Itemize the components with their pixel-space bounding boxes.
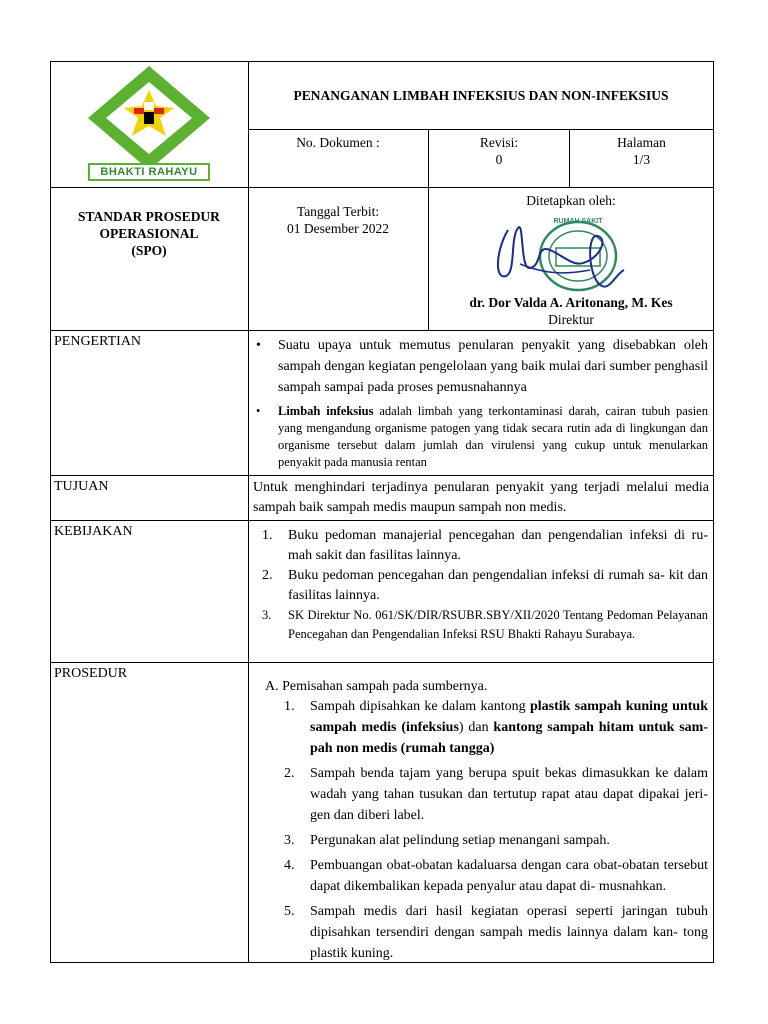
prosedur-list: [280, 696, 708, 964]
section-label-pengertian: PENGERTIAN: [54, 334, 142, 349]
revisi-value: 0: [495, 152, 503, 167]
spo-line-1: STANDAR PROSEDUR: [78, 209, 220, 224]
signer-name: dr. Dor Valda A. Aritonang, M. Kes: [469, 295, 673, 310]
signature-stamp: [490, 210, 642, 296]
pengertian-bullet-2: • Limbah infeksius adalah limbah yang terkontaminasi darah, cairan tubuh pasien yang mengandung organisme patogen yang tidak secara rutin ada di lingkungan dan organisme tersebut dalam jumlah dan virulensi yang cukup untuk menularkan penyakit pada manusia rentan: [252, 403, 708, 471]
tanggal-label: Tanggal Terbit:: [296, 204, 380, 219]
logo-text: BHAKTI RAHAYU: [100, 166, 198, 178]
tanggal-terbit: [250, 203, 426, 237]
stamp-text: RUMAH SAKIT: [553, 218, 603, 225]
halaman-label: Halaman: [617, 135, 666, 150]
section-label-prosedur: PROSEDUR: [54, 666, 128, 681]
prosedur-item: 2. Sampah benda tajam yang berupa spuit bekas dimasukkan ke dalam wadah yang tahan tusukan dan tertutup rapat atau dapat dipakai jeri- gen dan diberi label.: [284, 766, 708, 823]
hospital-logo: [86, 64, 212, 182]
kebijakan-item: 1. Buku pedoman manajerial pencegahan dan pengendalian infeksi di ru- mah sakit dan fasilitas lainnya.: [262, 528, 708, 563]
tujuan-text: Untuk menghindari terjadinya penularan penyakit yang terjadi melalui media sampah baik sampah medis maupun sampah non medis.: [253, 480, 709, 515]
kebijakan-item: 3. SK Direktur No. 061/SK/DIR/RSUBR.SBY/XII/2020 Tentang Pedoman Pelayanan Pencegahan dan Pengendalian Infeksi RSU Bhakti Rahayu Surabaya.: [262, 608, 708, 641]
prosedur-item: 3. Pergunakan alat pelindung setiap menangani sampah.: [284, 833, 610, 848]
spo-line-2: OPERASIONAL: [99, 226, 199, 241]
pengertian-bullet-1: • Suatu upaya untuk memutus penularan penyakit yang disebabkan oleh sampah dengan kegiatan pengelolaan yang baik mulai dari sumber penghasil sampah sampai pada proses pemusnahannya: [252, 335, 708, 398]
section-label-kebijakan: KEBIJAKAN: [54, 524, 133, 539]
halaman-value: 1/3: [632, 152, 651, 167]
document-title: PENANGANAN LIMBAH INFEKSIUS DAN NON-INFEKSIUS: [293, 88, 669, 103]
prosedur-item: 1. Sampah dipisahkan ke dalam kantong plastik sampah kuning untuk sampah medis (infeksius) dan kantong sampah hitam untuk sam- pah non medis (rumah tangga): [284, 699, 708, 756]
prosedur-item: 5. Sampah medis dari hasil kegiatan operasi seperti jaringan tubuh dipisahkan tersendiri dengan sampah medis lainnya dalam kan- tong plastik kuning.: [284, 904, 708, 961]
spo-title: [52, 208, 246, 259]
spo-line-3: (SPO): [131, 243, 167, 258]
tanggal-value: 01 Desember 2022: [287, 221, 389, 236]
revisi-label: Revisi:: [479, 135, 519, 150]
pengertian-content: [252, 335, 708, 471]
prosedur-subheading: A. Pemisahan sampah pada sumbernya.: [265, 679, 488, 694]
ditetapkan-label: Ditetapkan oleh:: [526, 193, 616, 208]
prosedur-item: 4. Pembuangan obat-obatan kadaluarsa dengan cara obat-obatan tersebut dapat dikembalikan kepada penyalur atau dapat di- musnahkan.: [284, 858, 708, 894]
section-label-tujuan: TUJUAN: [54, 479, 109, 494]
signer-title: Direktur: [548, 312, 594, 327]
doc-no-label: No. Dokumen :: [296, 135, 380, 150]
kebijakan-item: 2. Buku pedoman pencegahan dan pengendalian infeksi di rumah sa- kit dan fasilitas lainnya.: [262, 568, 708, 603]
kebijakan-list: [258, 526, 708, 643]
